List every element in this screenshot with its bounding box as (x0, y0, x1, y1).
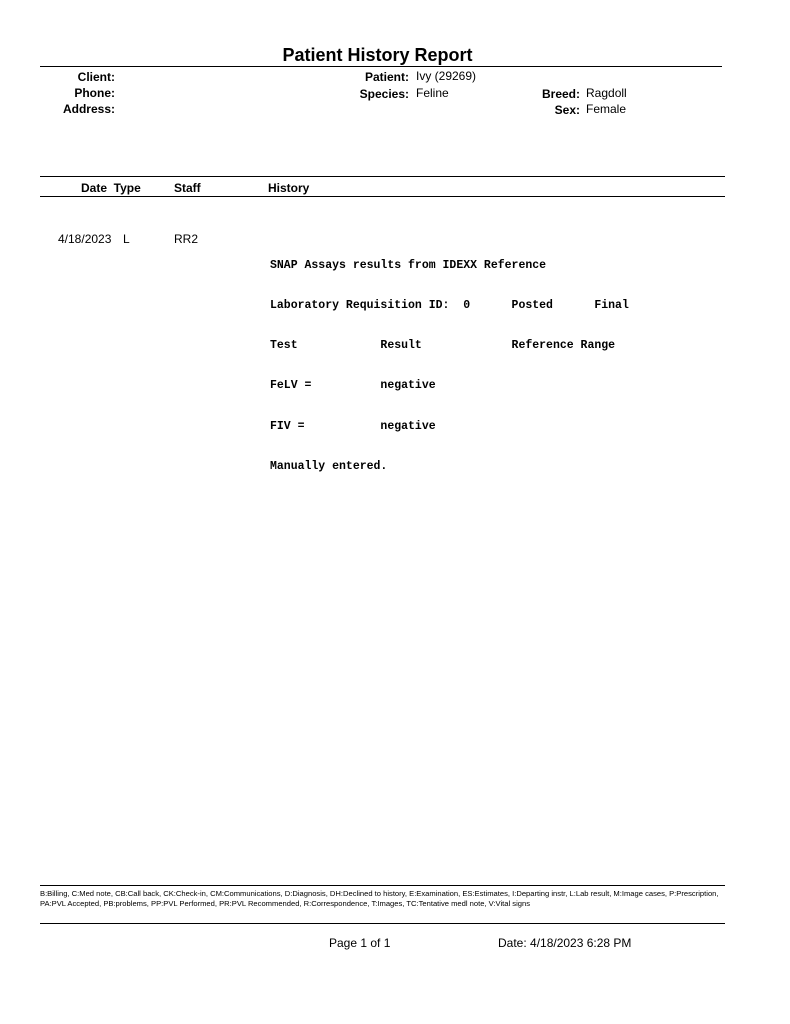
history-line: FIV = negative (270, 419, 436, 433)
patient-label: Patient: (364, 70, 409, 84)
column-history: History (268, 181, 310, 195)
history-line: SNAP Assays results from IDEXX Reference (270, 258, 547, 272)
breed-label: Breed: (541, 87, 580, 101)
history-line: Test Result Reference Range (270, 339, 616, 353)
column-staff: Staff (174, 181, 201, 195)
sex-value: Female (586, 102, 627, 116)
type-legend: B:Billing, C:Med note, CB:Call back, CK:Check-in, CM:Communications, D:Diagnosis, DH:Declined to history, E:Examination, ES:Estimates, I:Departing instr, L:Lab result, M:Image cases, P:Prescription, PA:PVL Accepted, PB:problems, PP:PVL Performed, PR:PVL Recommended, R:Correspondence, T:Images, TC:Tentative medl note, V:Vital signs (40, 889, 719, 909)
row-type: L (123, 232, 130, 246)
print-date: Date: 4/18/2023 6:28 PM (498, 936, 632, 950)
patient-value: Ivy (29269) (416, 69, 477, 83)
table-header-bottom-rule (40, 196, 725, 197)
legend-bottom-rule (40, 923, 725, 924)
sex-label: Sex: (554, 103, 580, 117)
row-date: 4/18/2023 (58, 232, 112, 246)
client-label: Client: (77, 70, 115, 84)
history-line: Laboratory Requisition ID: 0 Posted Final (270, 299, 629, 313)
report-title: Patient History Report (282, 45, 473, 65)
title-divider (40, 66, 722, 67)
page-number: Page 1 of 1 (329, 936, 391, 950)
row-staff: RR2 (174, 232, 199, 246)
table-header-top-rule (40, 176, 725, 177)
history-line: FeLV = negative (270, 379, 436, 393)
history-entry (270, 232, 629, 500)
column-date-type: Date Type (81, 181, 141, 195)
history-line: Manually entered. (270, 459, 388, 473)
phone-label: Phone: (74, 86, 115, 100)
breed-value: Ragdoll (586, 86, 627, 100)
species-label: Species: (359, 87, 409, 101)
species-value: Feline (416, 86, 449, 100)
address-label: Address: (62, 102, 115, 116)
legend-top-rule (40, 885, 725, 886)
